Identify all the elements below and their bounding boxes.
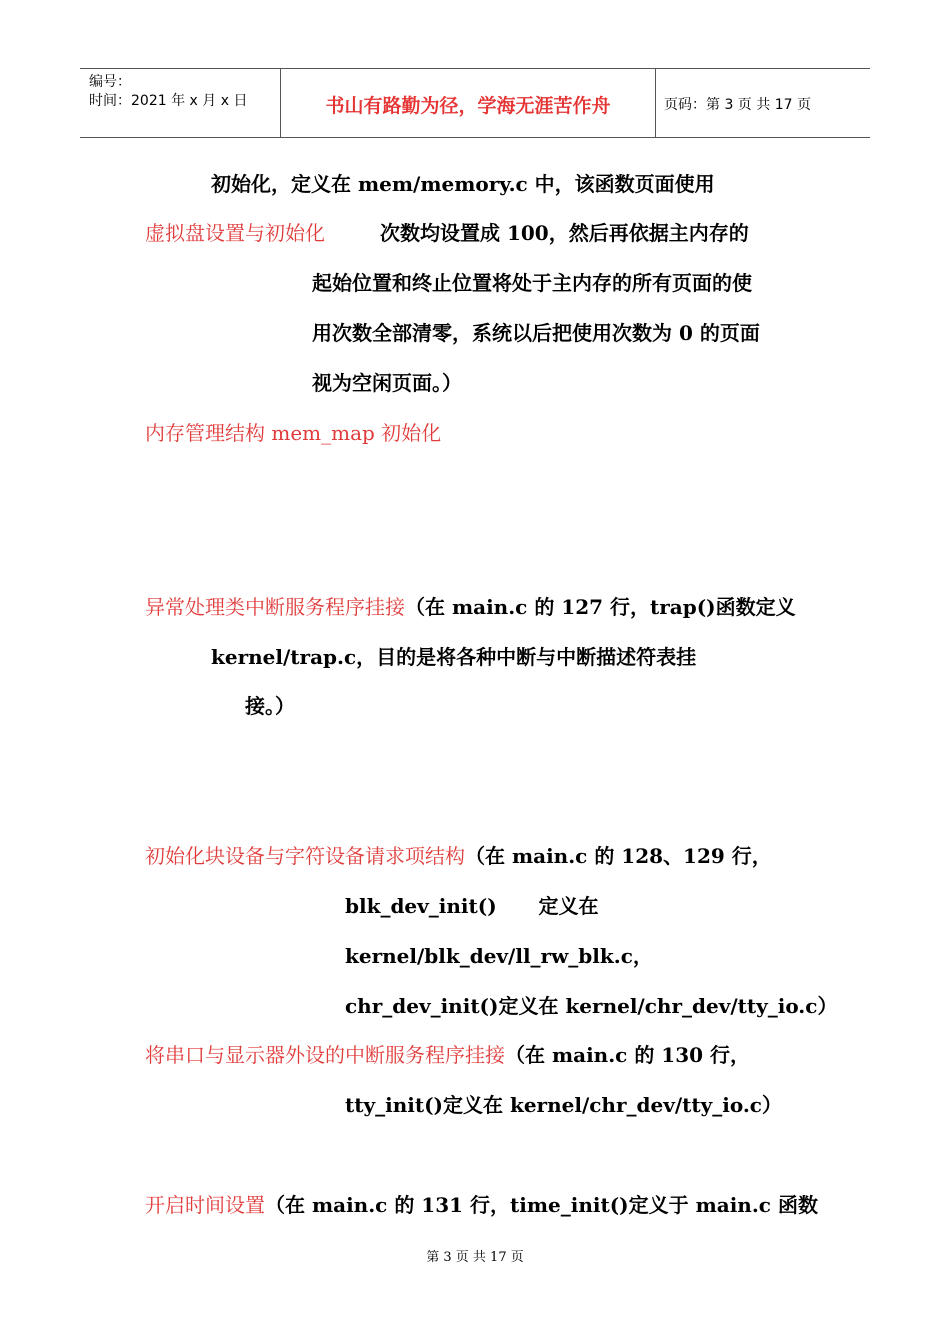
- list-item-heading: 异常处理类中断服务程序挂接: [145, 595, 405, 619]
- text-line: 视为空闲页面。）: [312, 371, 462, 395]
- text-line: blk_dev_init() 定义在: [345, 894, 599, 918]
- text-line: 起始位置和终止位置将处于主内存的所有页面的使: [312, 271, 752, 295]
- list-item: [145, 843, 772, 869]
- list-item-detail: （在 main.c 的 130 行，: [505, 1043, 750, 1067]
- list-item-heading: 将串口与显示器外设的中断服务程序挂接: [145, 1043, 505, 1067]
- doc-time-label: 时间：2021 年 x 月 x 日: [89, 93, 248, 109]
- header-meta-cell: [80, 69, 280, 137]
- list-item-heading: 虚拟盘设置与初始化: [145, 221, 325, 245]
- list-item: [145, 594, 796, 620]
- page-footer: 第 3 页 共 17 页: [426, 1250, 524, 1265]
- list-item: [145, 1192, 818, 1218]
- text-line: 初始化，定义在 mem/memory.c 中，该函数页面使用: [211, 172, 715, 196]
- header-page-number: 页码：第 3 页 共 17 页: [664, 97, 811, 113]
- list-item: [145, 1042, 750, 1068]
- text-line: kernel/trap.c，目的是将各种中断与中断描述符表挂: [211, 645, 697, 669]
- list-item-detail: （在 main.c 的 131 行，time_init()定义于 main.c 函数: [265, 1193, 818, 1217]
- list-item-heading: 内存管理结构 mem_map 初始化: [145, 421, 442, 445]
- header-motto-cell: [280, 69, 656, 137]
- list-item-detail: （在 main.c 的 128、129 行，: [465, 844, 772, 868]
- list-item-heading: 开启时间设置: [145, 1193, 265, 1217]
- doc-number-label: 编号：: [89, 74, 131, 90]
- text-line: chr_dev_init()定义在 kernel/chr_dev/tty_io.c）: [345, 994, 838, 1018]
- text-line: tty_init()定义在 kernel/chr_dev/tty_io.c）: [345, 1093, 782, 1117]
- list-item-heading: 初始化块设备与字符设备请求项结构: [145, 844, 465, 868]
- list-item-detail: （在 main.c 的 127 行，trap()函数定义: [405, 595, 796, 619]
- text-line: 用次数全部清零，系统以后把使用次数为 0 的页面: [312, 321, 760, 345]
- text-line: 接。）: [245, 694, 295, 718]
- page-header: [80, 68, 870, 138]
- text-line: 次数均设置成 100，然后再依据主内存的: [380, 221, 749, 245]
- text-line: kernel/blk_dev/ll_rw_blk.c，: [345, 944, 653, 968]
- header-page-cell: [655, 69, 870, 137]
- header-motto: 书山有路勤为径，学海无涯苦作舟: [325, 95, 611, 117]
